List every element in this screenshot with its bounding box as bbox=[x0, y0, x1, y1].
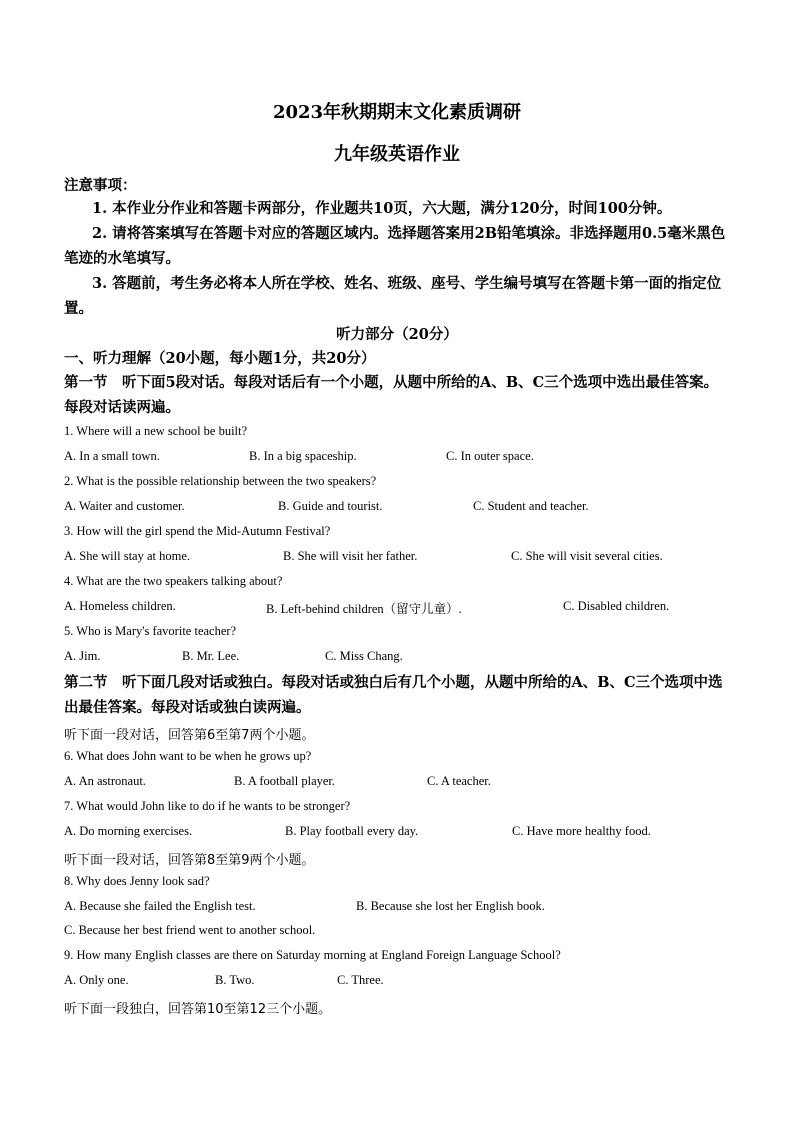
exam-subtitle: 九年级英语作业 bbox=[334, 144, 460, 165]
q1-option-a: A. In a small town. bbox=[64, 449, 160, 463]
q2-option-c: C. Student and teacher. bbox=[473, 499, 589, 513]
listen-6-7-instruction: 听下面一段对话，回答第6至第7两个小题。 bbox=[64, 728, 315, 743]
q4-option-c: C. Disabled children. bbox=[563, 599, 670, 613]
note-3: 3. 答题前，考生务必将本人所在学校、姓名、班级、座号、学生编号填写在答题卡第一面的指定位置。 bbox=[64, 275, 722, 317]
listening-section-heading: 听力部分（20分） bbox=[336, 326, 458, 343]
q2-option-b: B. Guide and tourist. bbox=[278, 499, 383, 513]
q3-option-b: B. She will visit her father. bbox=[283, 549, 418, 563]
exam-title: 2023年秋期期末文化素质调研 bbox=[272, 102, 522, 123]
question-3: 3. How will the girl spend the Mid-Autumn Festival? bbox=[64, 524, 331, 538]
q1-option-b: B. In a big spaceship. bbox=[249, 449, 357, 463]
question-2: 2. What is the possible relationship between the two speakers? bbox=[64, 474, 377, 488]
note-2: 2. 请将答案填写在答题卡对应的答题区域内。选择题答案用2B铅笔填涂。非选择题用0.5毫米黑色笔迹的水笔填写。 bbox=[64, 225, 726, 267]
q4-option-a: A. Homeless children. bbox=[64, 599, 176, 613]
note-1: 1. 本作业分作业和答题卡两部分，作业题共10页，六大题，满分120分，时间100分钟。 bbox=[92, 200, 672, 217]
section1-instruction: 第一节 听下面5段对话。每段对话后有一个小题，从题中所给的A、B、C三个选项中选出最佳答案。每段对话读两遍。 bbox=[64, 374, 719, 416]
q3-option-a: A. She will stay at home. bbox=[64, 549, 191, 563]
q9-option-c: C. Three. bbox=[337, 973, 384, 987]
question-1: 1. Where will a new school be built? bbox=[64, 424, 248, 438]
section2-instruction: 第二节 听下面几段对话或独白。每段对话或独白后有几个小题，从题中所给的A、B、C三个选项中选出最佳答案。每段对话或独白读两遍。 bbox=[64, 674, 723, 716]
q5-option-c: C. Miss Chang. bbox=[325, 649, 403, 663]
q7-option-b: B. Play football every day. bbox=[285, 824, 419, 838]
q6-option-c: C. A teacher. bbox=[427, 774, 491, 788]
q7-option-a: A. Do morning exercises. bbox=[64, 824, 193, 838]
question-8: 8. Why does Jenny look sad? bbox=[64, 874, 210, 888]
part1-heading: 一、听力理解（20小题，每小题1分，共20分） bbox=[64, 350, 376, 367]
question-9: 9. How many English classes are there on Saturday morning at England Foreign Language School? bbox=[64, 948, 561, 962]
listen-8-9-instruction: 听下面一段对话，回答第8至第9两个小题。 bbox=[64, 853, 315, 868]
q9-option-a: A. Only one. bbox=[64, 973, 129, 987]
q3-option-c: C. She will visit several cities. bbox=[511, 549, 663, 563]
q8-option-c: C. Because her best friend went to another school. bbox=[64, 923, 316, 937]
q9-option-b: B. Two. bbox=[215, 973, 255, 987]
q7-option-c: C. Have more healthy food. bbox=[512, 824, 651, 838]
q6-option-b: B. A football player. bbox=[234, 774, 336, 788]
q5-option-b: B. Mr. Lee. bbox=[182, 649, 240, 663]
question-6: 6. What does John want to be when he grows up? bbox=[64, 749, 312, 763]
question-7: 7. What would John like to do if he wants to be stronger? bbox=[64, 799, 351, 813]
notes-heading: 注意事项： bbox=[64, 177, 137, 194]
listen-10-12-instruction: 听下面一段独白，回答第10至第12三个小题。 bbox=[64, 1002, 332, 1017]
question-4: 4. What are the two speakers talking about? bbox=[64, 574, 283, 588]
question-5: 5. Who is Mary's favorite teacher? bbox=[64, 624, 237, 638]
q5-option-a: A. Jim. bbox=[64, 649, 101, 663]
q8-option-b: B. Because she lost her English book. bbox=[356, 899, 545, 913]
q1-option-c: C. In outer space. bbox=[446, 449, 534, 463]
q4-option-b: B. Left-behind children（留守儿童）. bbox=[266, 602, 462, 616]
q8-option-a: A. Because she failed the English test. bbox=[64, 899, 256, 913]
q2-option-a: A. Waiter and customer. bbox=[64, 499, 185, 513]
q6-option-a: A. An astronaut. bbox=[64, 774, 146, 788]
